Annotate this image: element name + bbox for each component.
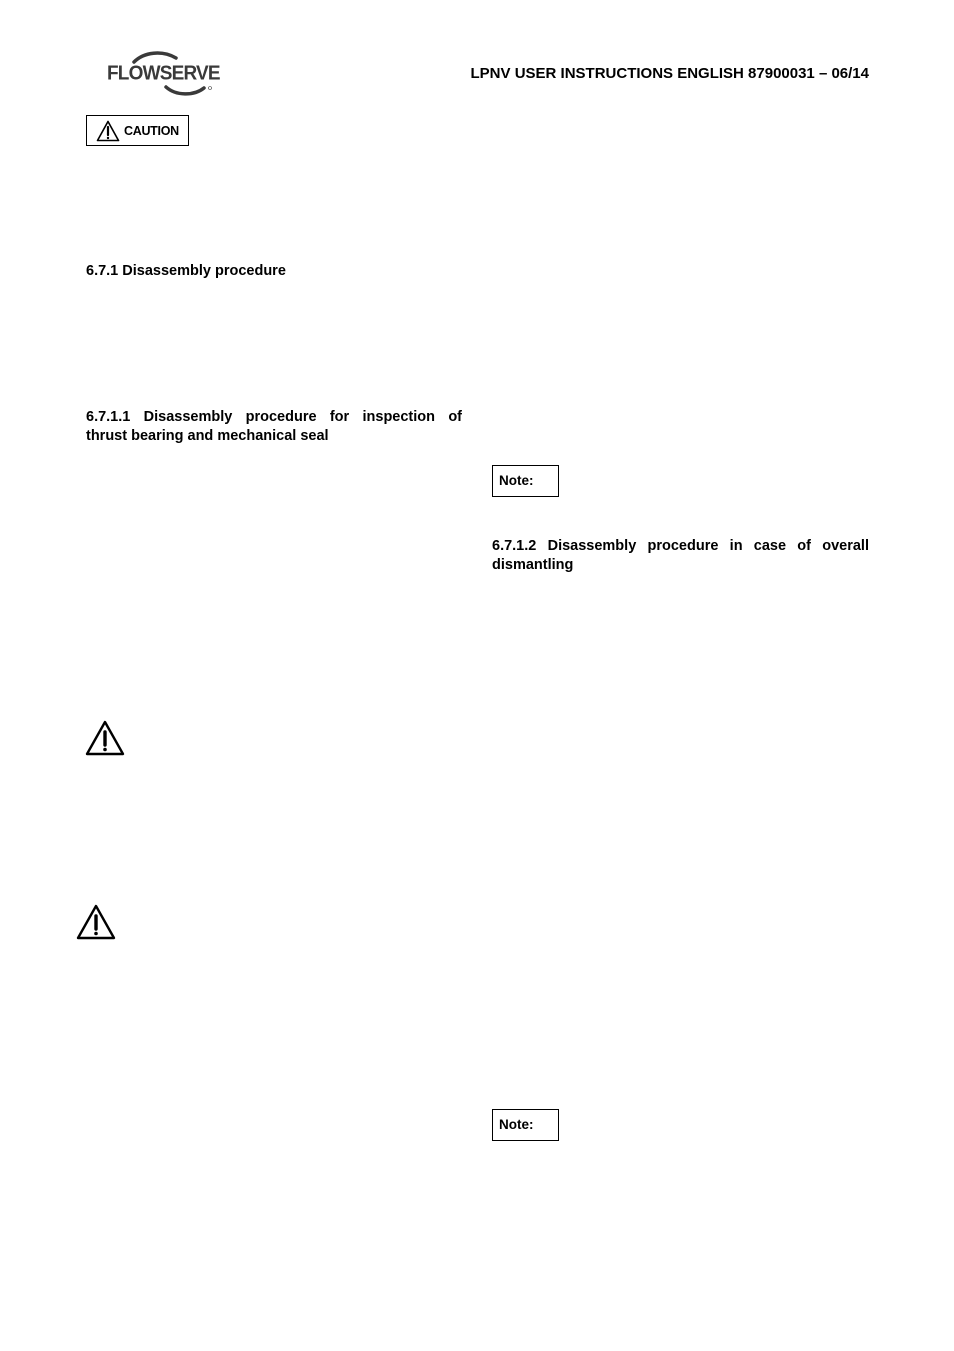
warning-triangle-icon — [96, 120, 120, 142]
caution-label: CAUTION — [124, 124, 179, 138]
document-header-title: LPNV USER INSTRUCTIONS ENGLISH 87900031 – 06/14 — [470, 65, 869, 82]
heading-line-1: 6.7.1.2 Disassembly procedure in case of overall — [492, 538, 869, 554]
warning-symbol — [76, 904, 116, 945]
heading-line-2: thrust bearing and mechanical seal — [86, 428, 329, 444]
note-box — [492, 1109, 559, 1141]
logo-text: FLOWSERVE — [107, 62, 220, 85]
note-box — [492, 465, 559, 497]
warning-symbol — [85, 720, 125, 761]
note-label: Note: — [499, 473, 534, 488]
warning-triangle-icon — [85, 720, 125, 756]
section-heading-6-7-1-1 — [86, 408, 462, 446]
section-heading-6-7-1-2 — [492, 537, 869, 575]
flowserve-logo — [104, 50, 220, 100]
section-heading-6-7-1: 6.7.1 Disassembly procedure — [86, 263, 286, 279]
heading-line-1: 6.7.1.1 Disassembly procedure for inspection of — [86, 409, 462, 425]
warning-triangle-icon — [76, 904, 116, 940]
heading-line-2: dismantling — [492, 557, 574, 573]
caution-box — [86, 115, 189, 146]
note-label: Note: — [499, 1117, 534, 1132]
